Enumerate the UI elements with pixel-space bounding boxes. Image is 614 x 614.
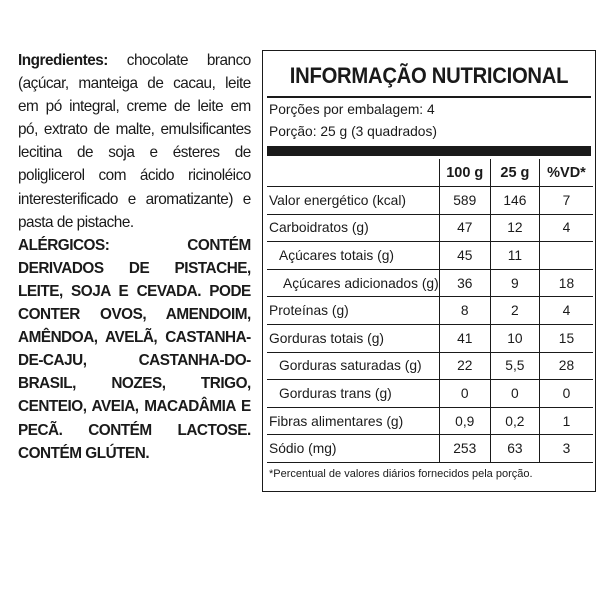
nutrient-name: Proteínas (g) <box>267 297 439 325</box>
value-vd: 4 <box>539 214 593 242</box>
value-vd: 3 <box>539 435 593 463</box>
footnote: *Percentual de valores diários fornecidos pela porção. <box>269 468 533 480</box>
value-25g: 9 <box>490 269 539 297</box>
ingredients-label: Ingredientes: <box>18 52 108 69</box>
value-100g: 41 <box>439 325 490 353</box>
ingredients-text: chocolate branco (açúcar, manteiga de cacau, leite em pó integral, creme de leite em pó, extrato de malte, emulsificantes lecitina de soja e ésteres de poliglicerol com ácido ricinoléico interesterificado e aromatizante) e pasta de pistache. <box>18 52 251 231</box>
table-row <box>267 435 593 463</box>
table-row <box>267 242 593 270</box>
value-25g: 11 <box>490 242 539 270</box>
value-100g: 45 <box>439 242 490 270</box>
header-blank <box>267 159 439 187</box>
value-100g: 47 <box>439 214 490 242</box>
nutrient-name: Gorduras totais (g) <box>267 325 439 353</box>
title-divider <box>267 96 591 98</box>
value-25g: 10 <box>490 325 539 353</box>
nutrient-name: Fibras alimentares (g) <box>267 407 439 435</box>
value-25g: 12 <box>490 214 539 242</box>
value-vd: 15 <box>539 325 593 353</box>
nutrition-title: INFORMAÇÃO NUTRICIONAL <box>289 63 569 88</box>
value-vd: 7 <box>539 187 593 215</box>
nutrient-name: Sódio (mg) <box>267 435 439 463</box>
value-25g: 146 <box>490 187 539 215</box>
nutrient-name: Carboidratos (g) <box>267 214 439 242</box>
table-header-row <box>267 159 593 187</box>
header-vd: %VD* <box>539 159 593 187</box>
header-25g: 25 g <box>490 159 539 187</box>
value-25g: 63 <box>490 435 539 463</box>
value-100g: 22 <box>439 352 490 380</box>
table-row <box>267 352 593 380</box>
value-100g: 0 <box>439 380 490 408</box>
table-row <box>267 407 593 435</box>
nutrition-facts-panel <box>262 50 596 492</box>
nutrition-table <box>267 159 593 463</box>
value-vd: 1 <box>539 407 593 435</box>
value-100g: 0,9 <box>439 407 490 435</box>
table-row <box>267 297 593 325</box>
value-25g: 0,2 <box>490 407 539 435</box>
header-100g: 100 g <box>439 159 490 187</box>
value-vd <box>539 242 593 270</box>
value-vd: 0 <box>539 380 593 408</box>
table-row <box>267 187 593 215</box>
value-100g: 253 <box>439 435 490 463</box>
value-100g: 8 <box>439 297 490 325</box>
value-25g: 2 <box>490 297 539 325</box>
nutrient-name: Gorduras trans (g) <box>267 380 439 408</box>
allergens-text: ALÉRGICOS: CONTÉM DERIVADOS DE PISTACHE, LEITE, SOJA E CEVADA. PODE CONTER OVOS, AMENDOIM, AMÊNDOA, AVELÃ, CASTANHA-DE-CAJU, CASTANHA-DO-BRASIL, NOZES, TRIGO, CENTEIO, AVEIA, MACADÂMIA E PECÃ. CONTÉM LACTOSE. CONTÉM GLÚTEN. <box>18 236 251 462</box>
value-vd: 18 <box>539 269 593 297</box>
table-row <box>267 325 593 353</box>
value-100g: 589 <box>439 187 490 215</box>
value-100g: 36 <box>439 269 490 297</box>
serving-size: Porção: 25 g (3 quadrados) <box>269 124 437 139</box>
servings-per-package: Porções por embalagem: 4 <box>269 102 435 117</box>
value-25g: 0 <box>490 380 539 408</box>
value-25g: 5,5 <box>490 352 539 380</box>
ingredients-block <box>18 49 251 465</box>
table-row <box>267 269 593 297</box>
thick-divider <box>267 146 591 156</box>
table-row <box>267 214 593 242</box>
nutrient-name: Valor energético (kcal) <box>267 187 439 215</box>
nutrient-name: Gorduras saturadas (g) <box>267 352 439 380</box>
table-row <box>267 380 593 408</box>
value-vd: 4 <box>539 297 593 325</box>
nutrient-name: Açúcares totais (g) <box>267 242 439 270</box>
value-vd: 28 <box>539 352 593 380</box>
nutrient-name: Açúcares adicionados (g) <box>267 269 439 297</box>
